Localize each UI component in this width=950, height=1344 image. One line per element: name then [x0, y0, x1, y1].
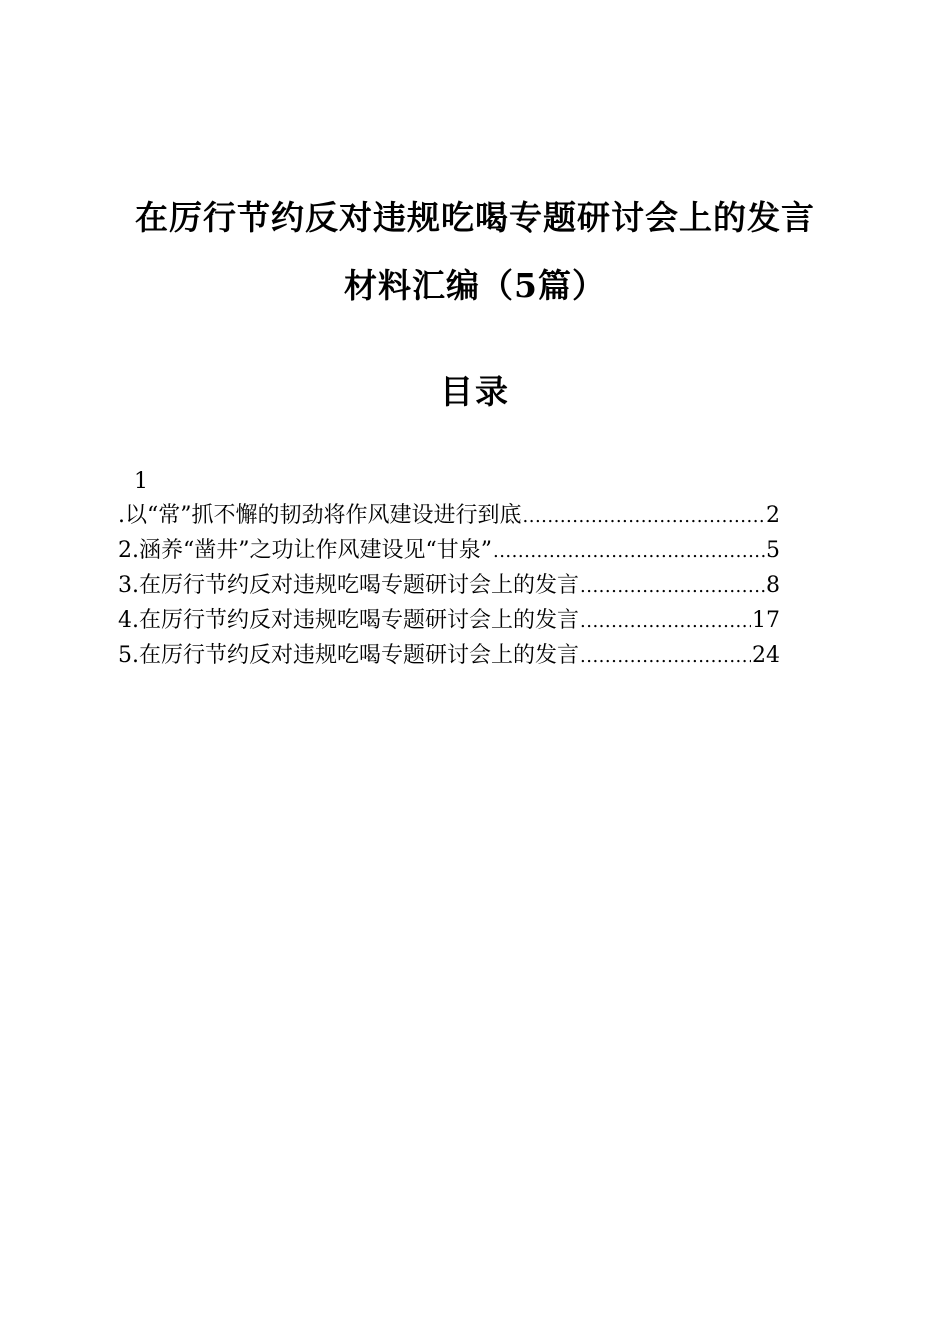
toc-entry-page: 2: [766, 503, 780, 528]
toc-leader-dots: [493, 534, 765, 569]
table-of-contents: [118, 466, 780, 673]
toc-entry-5[interactable]: [118, 638, 780, 673]
toc-entry-page: 5: [766, 538, 780, 563]
toc-entry-1-number: 1: [134, 469, 148, 494]
toc-entry-1[interactable]: [118, 498, 780, 533]
toc-entry-4[interactable]: [118, 603, 780, 638]
toc-entry-2[interactable]: [118, 533, 780, 568]
toc-leader-dots: [580, 604, 751, 639]
toc-entry-label: 3.在厉行节约反对违规吃喝专题研讨会上的发言: [118, 573, 579, 598]
document-title-line-1: 在厉行节约反对违规吃喝专题研讨会上的发言: [135, 198, 815, 237]
toc-entry-label: 5.在厉行节约反对违规吃喝专题研讨会上的发言: [118, 643, 579, 668]
toc-entry-page: 8: [766, 573, 780, 598]
toc-leader-dots: [580, 639, 751, 674]
toc-entry-page: 17: [752, 608, 780, 633]
toc-entry-3[interactable]: [118, 568, 780, 603]
toc-entry-label: .以“常”抓不懈的韧劲将作风建设进行到底: [118, 503, 522, 528]
toc-heading: 目录: [440, 372, 510, 411]
document-title-line-2: 材料汇编（5篇）: [344, 266, 606, 305]
toc-leader-dots: [523, 499, 766, 534]
toc-leader-dots: [580, 569, 765, 604]
toc-entry-label: 4.在厉行节约反对违规吃喝专题研讨会上的发言: [118, 608, 579, 633]
toc-entry-label: 2.涵养“凿井”之功让作风建设见“甘泉”: [118, 538, 492, 563]
toc-entry-page: 24: [752, 643, 780, 668]
